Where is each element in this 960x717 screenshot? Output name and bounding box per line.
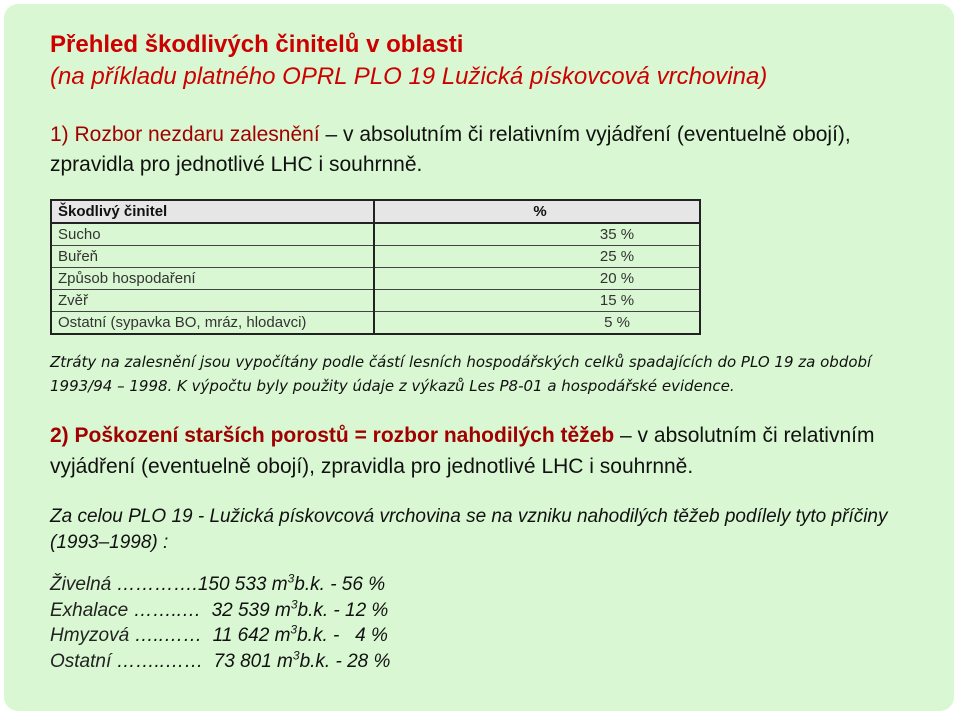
table-row xyxy=(51,223,700,246)
table-header-percent: % xyxy=(374,200,700,223)
table-header-row xyxy=(51,200,700,223)
table-cell-factor: Ostatní (sypavka BO, mráz, hlodavci) xyxy=(51,312,374,335)
section-3-text: Za celou PLO 19 - Lužická pískovcová vrchovina se na vzniku nahodilých těžeb podílely tyto příčiny (1993–1998) : xyxy=(50,506,888,553)
page-subtitle: (na příkladu platného OPRL PLO 19 Lužická pískovcová vrchovina) xyxy=(50,63,768,90)
cause-value: 11 642 m xyxy=(212,625,291,646)
table-row xyxy=(51,246,700,268)
table-header-factor: Škodlivý činitel xyxy=(51,200,374,223)
cause-label: Ostatní xyxy=(50,650,112,672)
cause-value: 32 539 m xyxy=(211,599,291,621)
section-2-lead: 2) Poškození starších porostů = rozbor nahodilých těžeb xyxy=(50,424,615,447)
cause-unit-exponent: 3 xyxy=(290,622,298,637)
table-row xyxy=(51,290,700,312)
cause-dots: …..…… xyxy=(129,625,213,646)
list-item xyxy=(50,649,390,675)
cause-label: Živelná xyxy=(50,574,112,595)
table-row xyxy=(51,312,700,335)
damage-table xyxy=(50,199,701,335)
cause-unit-exponent: 3 xyxy=(290,597,298,612)
section-1-rest: – v absolutním či relativním vyjádření (eventuelně obojí), zpravidla pro jednotlivé LHC i souhrnně. xyxy=(50,123,851,176)
list-item xyxy=(50,598,390,624)
table-cell-percent: 15 % xyxy=(374,290,700,312)
cause-suffix: b.k. - 28 % xyxy=(299,650,391,672)
table-cell-factor: Zvěř xyxy=(51,290,374,312)
table-cell-factor: Sucho xyxy=(51,223,374,246)
table-cell-percent: 25 % xyxy=(374,246,700,268)
section-2-rest: – v absolutním či relativním vyjádření (eventuelně obojí), zpravidla pro jednotlivé LHC i souhrnně. xyxy=(50,424,875,478)
list-item xyxy=(50,572,390,598)
table-cell-percent: 20 % xyxy=(374,268,700,290)
table-cell-factor: Buřeň xyxy=(51,246,374,268)
cause-dots: …………. xyxy=(111,574,198,595)
causes-list xyxy=(50,572,390,674)
cause-value: 150 533 m xyxy=(197,574,288,595)
table-cell-percent: 5 % xyxy=(374,312,700,335)
cause-label: Exhalace xyxy=(50,599,129,621)
table-cell-factor: Způsob hospodaření xyxy=(51,268,374,290)
cause-unit-exponent: 3 xyxy=(292,648,300,663)
cause-suffix: b.k. - 56 % xyxy=(294,574,386,595)
section-2-text xyxy=(50,420,930,482)
cause-value: 73 801 m xyxy=(213,650,293,672)
cause-suffix: b.k. - 12 % xyxy=(297,599,389,621)
cause-unit-exponent: 3 xyxy=(287,571,295,586)
table-row xyxy=(51,268,700,290)
cause-dots: ……..… xyxy=(128,599,212,621)
cause-suffix: b.k. - 4 % xyxy=(297,625,388,646)
section-1-text xyxy=(50,120,920,180)
section-1-lead: 1) Rozbor nezdaru zalesnění xyxy=(50,123,320,146)
table-note: Ztráty na zalesnění jsou vypočítány podle částí lesních hospodářských celků spadajících do PLO 19 za období 1993/94 – 1998. K výpočtu byly použity údaje z výkazů Les P8-01 a hospodářské evidence. xyxy=(50,353,872,395)
cause-dots: ……..…… xyxy=(111,650,214,672)
table-cell-percent: 35 % xyxy=(374,223,700,246)
list-item xyxy=(50,623,390,649)
page-title: Přehled škodlivých činitelů v oblasti xyxy=(50,31,464,58)
cause-label: Hmyzová xyxy=(50,625,130,646)
